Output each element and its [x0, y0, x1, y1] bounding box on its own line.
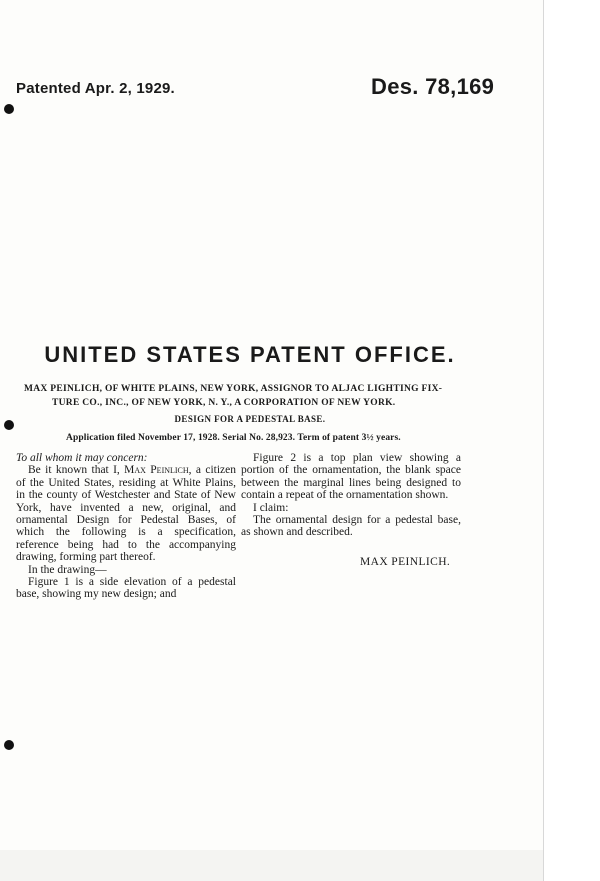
- binder-hole-top-icon: [4, 104, 14, 114]
- claim-heading: I claim:: [253, 501, 289, 514]
- figure-2-description: Figure 2 is a top plan view showing a portion of the ornamentation, the blank space between the marginal lines being designed to contain a repeat of the ornamentation shown.: [241, 452, 461, 502]
- binder-hole-middle-icon: [4, 420, 14, 430]
- right-column: [241, 452, 461, 539]
- left-column: [16, 452, 236, 601]
- salutation: To all whom it may concern:: [16, 452, 148, 464]
- patent-office-heading: UNITED STATES PATENT OFFICE.: [44, 342, 456, 367]
- intro-before-name: Be it known that I,: [28, 464, 125, 477]
- patented-date: Patented Apr. 2, 1929.: [16, 80, 175, 97]
- scan-margin: [543, 0, 600, 881]
- application-info: Application filed November 17, 1928. Serial No. 28,923. Term of patent 3½ years.: [66, 433, 401, 443]
- assignor-statement: [24, 382, 474, 410]
- assignor-line-1: MAX PEINLICH, OF WHITE PLAINS, NEW YORK, ASSIGNOR TO ALJAC LIGHTING FIX-: [24, 384, 443, 394]
- binder-hole-bottom-icon: [4, 740, 14, 750]
- intro-after-name: , a citizen of the United States, residing at White Plains, in the county of Westchester and State of New York, have invented a new, original, and ornamental Design for Pedestal Bases, of which the following is a specification, reference being had to the accompanying drawing, forming part thereof.: [16, 464, 236, 564]
- claim-text: The ornamental design for a pedestal base, as shown and described.: [241, 514, 461, 539]
- assignor-line-2: TURE CO., INC., OF NEW YORK, N. Y., A CORPORATION OF NEW YORK.: [52, 398, 396, 408]
- design-title: DESIGN FOR A PEDESTAL BASE.: [174, 414, 326, 424]
- scan-bottom-band: [0, 850, 543, 881]
- drawing-intro: In the drawing—: [28, 563, 107, 576]
- figure-1-description: Figure 1 is a side elevation of a pedestal base, showing my new design; and: [16, 576, 236, 601]
- inventor-signature: MAX PEINLICH.: [360, 556, 451, 568]
- design-number: Des. 78,169: [371, 74, 495, 99]
- intro-paragraph: [16, 464, 236, 563]
- inventor-name: Max Peinlich: [124, 464, 189, 477]
